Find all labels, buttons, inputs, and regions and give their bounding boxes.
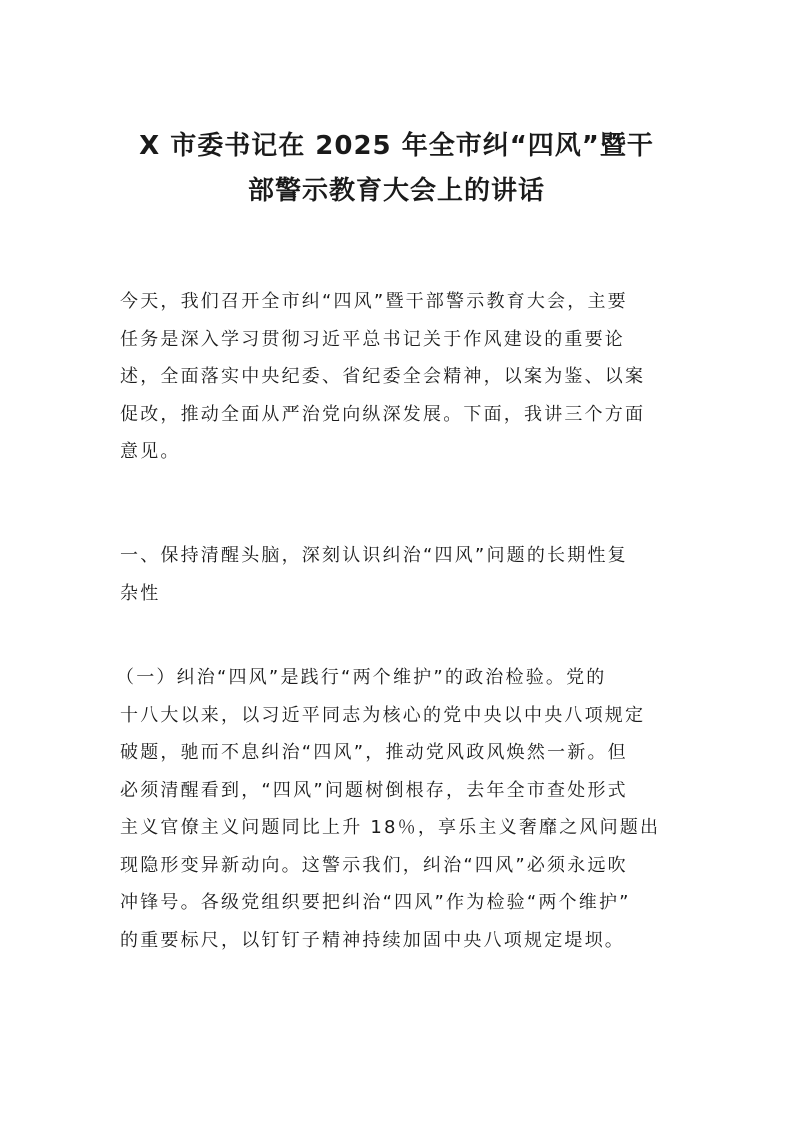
text-line: （一）纠治“四风”是践行“两个维护”的政治检验。党的 <box>116 667 607 688</box>
section-heading-1 <box>120 537 680 612</box>
text-line: 述，全面落实中央纪委、省纪委全会精神，以案为鉴、以案 <box>120 366 646 387</box>
document-title-line-2: 部警示教育大会上的讲话 <box>247 176 545 206</box>
text-line: 破题，驰而不息纠治“四风”，推动党风政风焕然一新。但 <box>120 742 628 763</box>
text-line: 必须清醒看到，“四风”问题树倒根存，去年全市查处形式 <box>120 779 628 801</box>
text-line: 冲锋号。各级党组织要把纠治“四风”作为检验“两个维护” <box>120 892 631 913</box>
text-line: 现隐形变异新动向。这警示我们，纠治“四风”必须永远吹 <box>120 854 628 876</box>
text-line: 今天，我们召开全市纠“四风”暨干部警示教育大会，主要 <box>120 291 628 312</box>
text-line: 促改，推动全面从严治党向纵深发展。下面，我讲三个方面 <box>120 403 646 425</box>
subsection-paragraph-1 <box>116 659 680 959</box>
text-line: 任务是深入学习贯彻习近平总书记关于作风建设的重要论 <box>120 328 625 350</box>
text-line: 主义官僚主义问题同比上升 18％，享乐主义奢靡之风问题出 <box>120 817 661 838</box>
text-line: 一、保持清醒头脑，深刻认识纠治“四风”问题的长期性复 <box>120 545 628 566</box>
text-line: 的重要标尺，以钉钉子精神持续加固中央八项规定堤坝。 <box>120 929 625 951</box>
text-line: 意见。 <box>120 441 181 462</box>
document-title-line-1: X 市委书记在 2025 年全市纠“四风”暨干 <box>139 131 654 161</box>
text-line: 十八大以来，以习近平同志为核心的党中央以中央八项规定 <box>120 704 646 726</box>
text-line: 杂性 <box>120 582 161 604</box>
intro-paragraph <box>120 283 680 471</box>
